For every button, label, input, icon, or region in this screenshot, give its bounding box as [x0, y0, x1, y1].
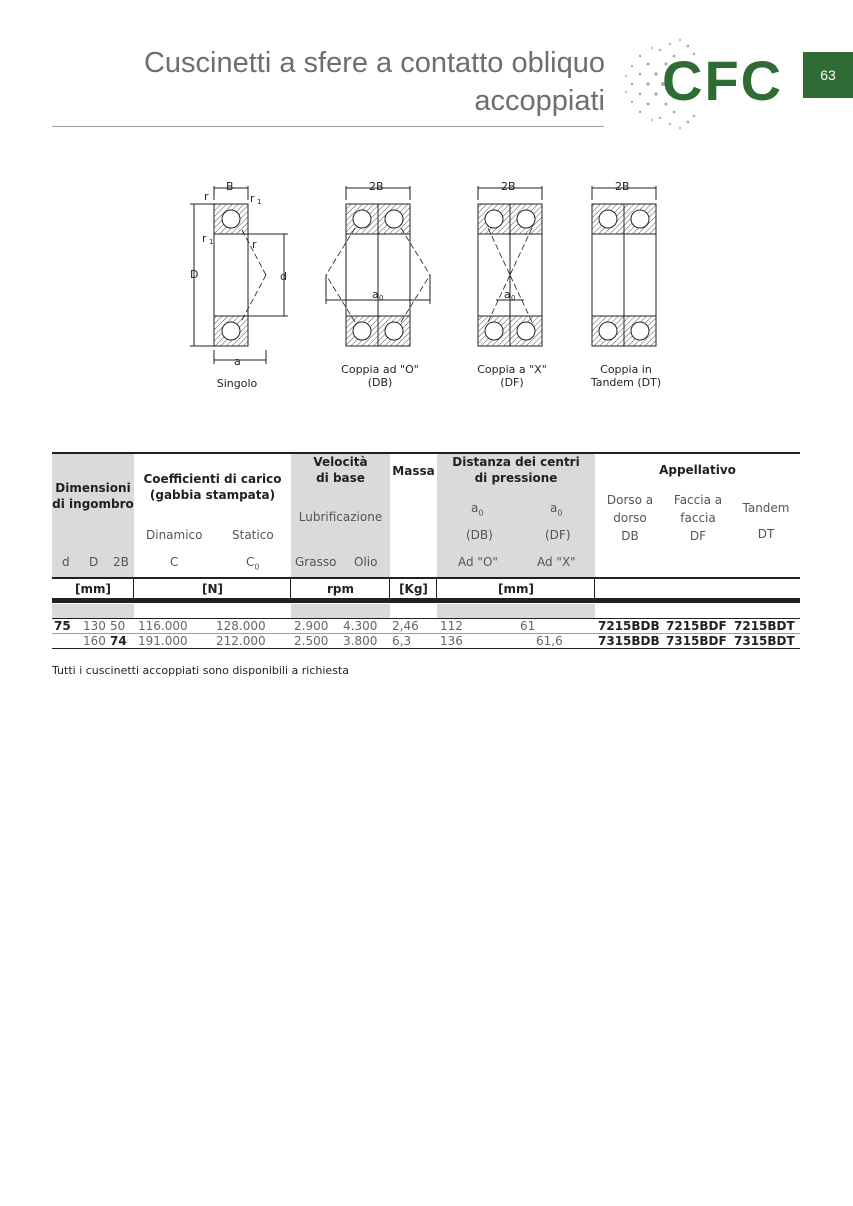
cell-ad-x: 61 — [520, 619, 536, 633]
cell-grasso: 2.900 — [294, 619, 329, 633]
units-top-rule — [52, 577, 800, 579]
svg-text:a: a — [234, 355, 241, 368]
dt-pair-icon — [592, 180, 656, 346]
cell-grasso: 2.500 — [294, 634, 329, 648]
title-divider — [52, 126, 604, 127]
cell-ad-o: 136 — [440, 634, 463, 648]
svg-text:2B: 2B — [369, 180, 384, 193]
symbol-D: D — [89, 555, 99, 569]
cell-dt: 7315BDT — [734, 634, 795, 648]
cell-d: 75 — [54, 619, 71, 633]
cell-C: 191.000 — [138, 634, 188, 648]
header-df-par: (DF) — [545, 528, 571, 542]
symbol-grasso: Grasso — [295, 555, 337, 569]
cell-olio: 4.300 — [343, 619, 378, 633]
cell-olio: 3.800 — [343, 634, 378, 648]
symbol-2B: 2B — [113, 555, 129, 569]
caption-df: Coppia a "X" (DF) — [477, 363, 547, 389]
page-number: 63 — [803, 52, 853, 98]
page-title — [60, 44, 605, 120]
cell-C: 116.000 — [138, 619, 188, 633]
svg-text:D: D — [190, 268, 199, 281]
svg-text:r: r — [252, 238, 257, 251]
header-dorso: Dorso a dorso DB — [606, 493, 654, 543]
unit-rpm: rpm — [326, 582, 354, 596]
svg-text:r: r — [204, 190, 209, 203]
cfc-logo — [618, 30, 788, 138]
svg-text:d: d — [280, 270, 287, 283]
unit-mm-dimensions: [mm] — [75, 582, 111, 596]
unit-n: [N] — [201, 582, 223, 596]
header-a0-df: $a_0$ — [550, 501, 563, 518]
caption-single: Singolo — [216, 377, 258, 390]
symbol-d: d — [62, 555, 70, 569]
svg-text:r: r — [202, 232, 207, 245]
svg-text:1: 1 — [257, 198, 262, 206]
symbol-ad-o: Ad "O" — [458, 555, 498, 569]
cell-D: 160 — [83, 634, 106, 648]
cell-db: 7315BDB — [598, 634, 660, 648]
single-bearing-icon — [190, 180, 288, 368]
unit-kg: [Kg] — [399, 582, 428, 596]
table-row — [52, 619, 800, 633]
cell-C0: 128.000 — [216, 619, 266, 633]
db-pair-icon — [326, 180, 430, 346]
svg-text:B: B — [226, 180, 234, 193]
title-line-1: Cuscinetti a sfere a contatto obliquo — [143, 47, 605, 79]
cell-dt: 7215BDT — [734, 619, 795, 633]
cell-2B: 74 — [110, 634, 127, 648]
header-lubrificazione: Lubrificazione — [298, 510, 383, 524]
svg-text:0: 0 — [379, 294, 384, 302]
cell-ad-x: 61,6 — [536, 634, 563, 648]
title-line-2: accoppiati — [474, 85, 605, 117]
header-pressure-distance: Distanza dei centri di pressione — [452, 455, 580, 485]
svg-text:0: 0 — [511, 294, 516, 302]
header-mass: Massa — [392, 464, 435, 478]
header-dimensions: Dimensioni di ingombro — [52, 481, 134, 511]
symbol-ad-x: Ad "X" — [537, 555, 576, 569]
cell-C0: 212.000 — [216, 634, 266, 648]
header-speed: Velocità di base — [313, 455, 368, 485]
header-designation: Appellativo — [659, 463, 736, 477]
svg-text:r: r — [250, 192, 255, 205]
cell-ad-o: 112 — [440, 619, 463, 633]
svg-text:a: a — [372, 288, 379, 301]
cell-massa: 2,46 — [392, 619, 419, 633]
cell-massa: 6,3 — [392, 634, 412, 648]
symbol-C: C — [170, 555, 179, 569]
header-statico: Statico — [232, 528, 274, 542]
symbol-C0: $C_0$ — [246, 555, 260, 572]
header-a0-db: $a_0$ — [471, 501, 484, 518]
row-rule-3 — [52, 648, 800, 649]
logo-text: CFC — [662, 49, 784, 112]
shade-row-gap-2 — [291, 604, 390, 618]
header-load-coefficients: Coefficienti di carico (gabbia stampata) — [143, 472, 282, 502]
table-row — [52, 634, 800, 648]
shade-row-gap-3 — [437, 604, 595, 618]
svg-text:a: a — [504, 288, 511, 301]
shade-row-gap-1 — [52, 604, 134, 618]
header-db-par: (DB) — [466, 528, 493, 542]
caption-db: Coppia ad "O" (DB) — [341, 363, 419, 389]
cell-db: 7215BDB — [598, 619, 660, 633]
unit-mm-distance: [mm] — [498, 582, 534, 596]
symbol-olio: Olio — [354, 555, 378, 569]
header-tandem: Tandem DT — [742, 501, 790, 541]
svg-text:2B: 2B — [501, 180, 516, 193]
cell-D: 130 — [83, 619, 106, 633]
svg-text:1: 1 — [209, 238, 214, 246]
caption-dt: Coppia in Tandem (DT) — [590, 363, 662, 389]
units-bottom-rule — [52, 598, 800, 603]
table-top-rule — [52, 452, 800, 454]
cell-2B: 50 — [110, 619, 126, 633]
header-faccia: Faccia a faccia DF — [673, 493, 723, 543]
df-pair-icon — [478, 180, 542, 346]
footnote: Tutti i cuscinetti accoppiati sono disponibili a richiesta — [52, 664, 349, 677]
cell-df: 7215BDF — [666, 619, 727, 633]
header-dinamico: Dinamico — [146, 528, 203, 542]
cell-df: 7315BDF — [666, 634, 727, 648]
svg-text:2B: 2B — [615, 180, 630, 193]
